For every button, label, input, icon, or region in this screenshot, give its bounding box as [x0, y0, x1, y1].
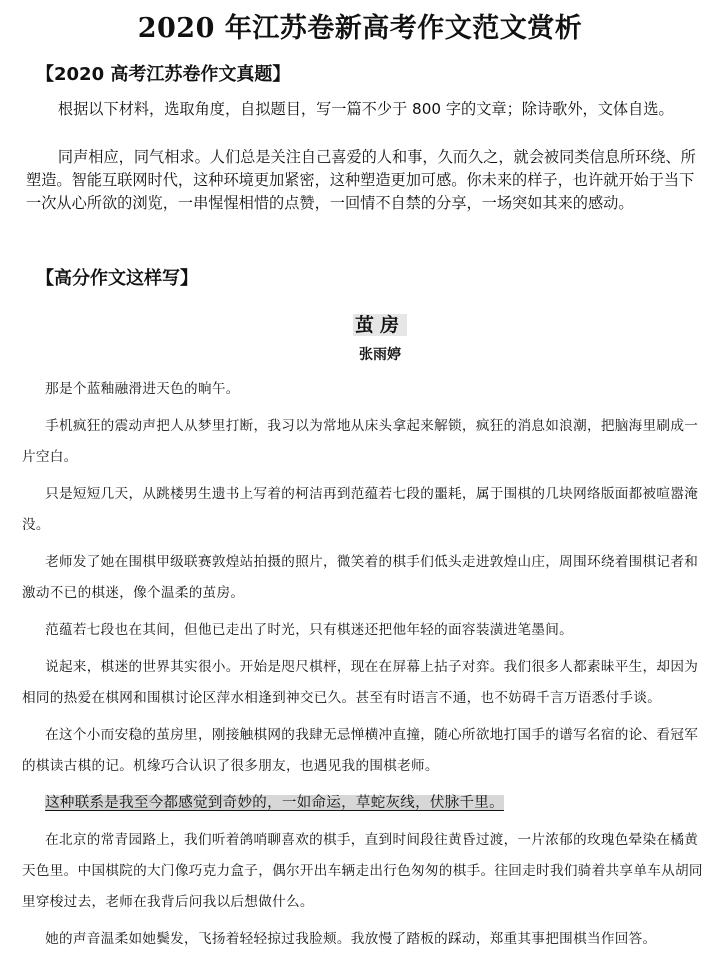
- highlighted-sentence: 这种联系是我至今都感觉到奇妙的，一如命运，草蛇灰线，伏脉千里。: [45, 795, 504, 811]
- essay-paragraph: 范蕴若七段也在其间，但他已走出了时光，只有棋迷还把他年轻的面容装潢进笔墨间。: [45, 622, 574, 638]
- essay-paragraph-highlighted: [22, 788, 710, 819]
- page-title: 2020 年江苏卷新高考作文范文赏析: [137, 13, 583, 44]
- essay-paragraph: 手机疯狂的震动声把人从梦里打断，我习以为常地从床头拿起来解锁，疯狂的消息如浪潮，把脑海里刷成一片空白。: [22, 418, 699, 465]
- essay-paragraph: 说起来，棋迷的世界其实很小。开始是咫尺棋枰，现在在屏幕上拈子对弈。我们很多人都素昧平生，却因为相同的热爱在棋网和围棋讨论区萍水相逢到神交已久。甚至有时语言不通，也不妨碍千言万语悉付手谈。: [22, 659, 699, 706]
- section-heading-exam-prompt: 【2020 高考江苏卷作文真题】: [36, 64, 291, 85]
- essay-paragraph: 她的声音温柔如她鬓发，飞扬着轻轻掠过我脸颊。我放慢了踏板的踩动，郑重其事把围棋当作回答。: [45, 931, 657, 947]
- essay-body: [22, 374, 710, 961]
- section-heading-sample-essay: 【高分作文这样写】: [36, 268, 198, 289]
- essay-title: [0, 310, 720, 337]
- essay-paragraph: 只是短短几天，从跳楼男生遗书上写着的柯洁再到范蕴若七段的噩耗，属于围棋的几块网络版面都被喧嚣淹没。: [22, 486, 699, 533]
- essay-paragraph: 老师发了她在围棋甲级联赛敦煌站拍摄的照片，微笑着的棋手们低头走进敦煌山庄，周围环绕着围棋记者和激动不已的棋迷，像个温柔的茧房。: [22, 554, 699, 601]
- essay-author: 张雨婷: [359, 347, 401, 363]
- prompt-paragraph: 根据以下材料，选取角度，自拟题目，写一篇不少于 800 字的文章；除诗歌外，文体自选。: [57, 100, 674, 118]
- essay-title-text: 茧房: [354, 314, 405, 336]
- essay-paragraph: 那是个蓝釉融滑进天色的晌午。: [45, 381, 240, 397]
- prompt-paragraph: 同声相应，同气相求。人们总是关注自己喜爱的人和事，久而久之，就会被同类信息所环绕、所塑造。智能互联网时代，这种环境更加紧密，这种塑造更加可感。你未来的样子，也许就开始于当下一次从心所欲的浏览，一串惺惺相惜的点赞，一回情不自禁的分享，一场突如其来的感动。: [26, 148, 696, 212]
- essay-paragraph: 在这个小而安稳的茧房里，刚接触棋网的我肆无忌惮横冲直撞，随心所欲地打国手的谱写名宿的论、看冠军的棋读古棋的记。机缘巧合认识了很多朋友，也遇见我的围棋老师。: [22, 727, 699, 774]
- essay-paragraph: 在北京的常青园路上，我们听着鸽哨聊喜欢的棋手，直到时间段往黄昏过渡，一片浓郁的玫瑰色晕染在橘黄天色里。中国棋院的大门像巧克力盒子，偶尔开出车辆走出行色匆匆的棋手。往回走时我们骑着共享单车从胡同里穿梭过去，老师在我背后问我以后想做什么。: [22, 832, 703, 910]
